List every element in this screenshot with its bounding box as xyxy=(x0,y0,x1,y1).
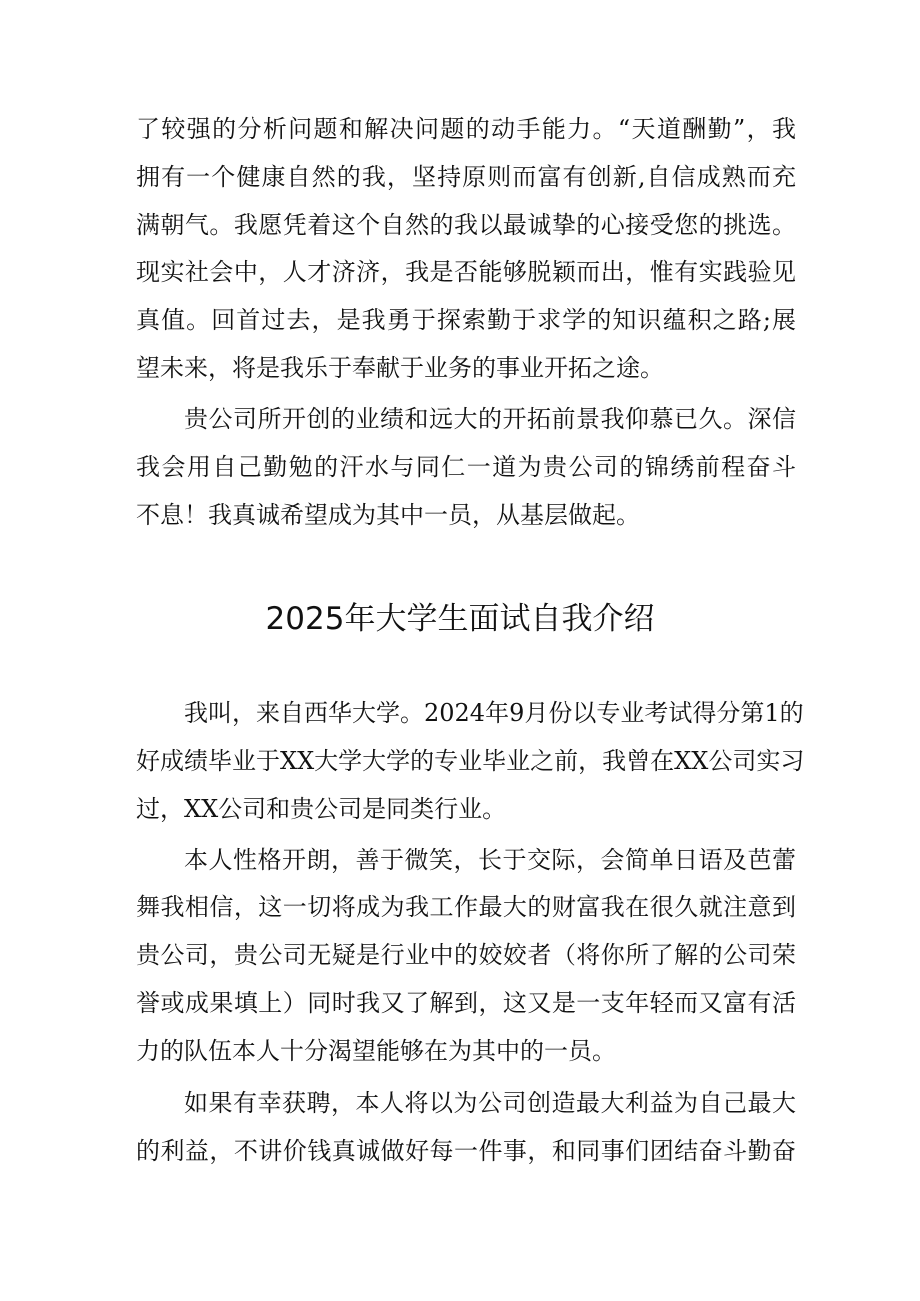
text-line: 贵公司，贵公司无疑是行业中的姣姣者（将你所了解的公司荣 xyxy=(136,941,796,969)
text-line: 过，XX公司和贵公司是同类行业。 xyxy=(136,795,507,823)
text-line: 的利益，不讲价钱真诚做好每一件事，和同事们团结奋斗勤奋 xyxy=(136,1137,796,1165)
text-line: 现实社会中，人才济济，我是否能够脱颖而出，惟有实践验见 xyxy=(136,258,796,286)
text-line: 我会用自己勤勉的汗水与同仁一道为贵公司的锦绣前程奋斗 xyxy=(136,453,796,481)
text-line: 真值。回首过去，是我勇于探索勤于求学的知识蕴积之路;展 xyxy=(136,306,796,334)
page-title: 2025年大学生面试自我介绍 xyxy=(265,601,655,637)
text-line: 望未来，将是我乐于奉献于业务的事业开拓之途。 xyxy=(136,354,664,382)
text-line: 如果有幸获聘，本人将以为公司创造最大利益为自己最大 xyxy=(184,1089,796,1117)
text-line: 满朝气。我愿凭着这个自然的我以最诚挚的心接受您的挑选。 xyxy=(136,211,796,239)
text-line: 力的队伍本人十分渴望能够在为其中的一员。 xyxy=(136,1037,616,1065)
text-line: 了较强的分析问题和解决问题的动手能力。“天道酬勤”，我 xyxy=(136,115,796,143)
text-line: 舞我相信，这一切将成为我工作最大的财富我在很久就注意到 xyxy=(136,893,796,921)
text-line: 我叫，来自西华大学。2024年9月份以专业考试得分第1的 xyxy=(184,699,804,727)
text-line: 好成绩毕业于XX大学大学的专业毕业之前，我曾在XX公司实习 xyxy=(136,747,805,775)
text-line: 本人性格开朗，善于微笑，长于交际，会简单日语及芭蕾 xyxy=(184,846,796,874)
text-line: 拥有一个健康自然的我，坚持原则而富有创新,自信成熟而充 xyxy=(136,163,796,191)
text-line: 誉或成果填上）同时我又了解到，这又是一支年轻而又富有活 xyxy=(136,989,796,1017)
text-line: 贵公司所开创的业绩和远大的开拓前景我仰慕已久。深信 xyxy=(184,405,796,433)
text-line: 不息！我真诚希望成为其中一员，从基层做起。 xyxy=(136,501,640,529)
